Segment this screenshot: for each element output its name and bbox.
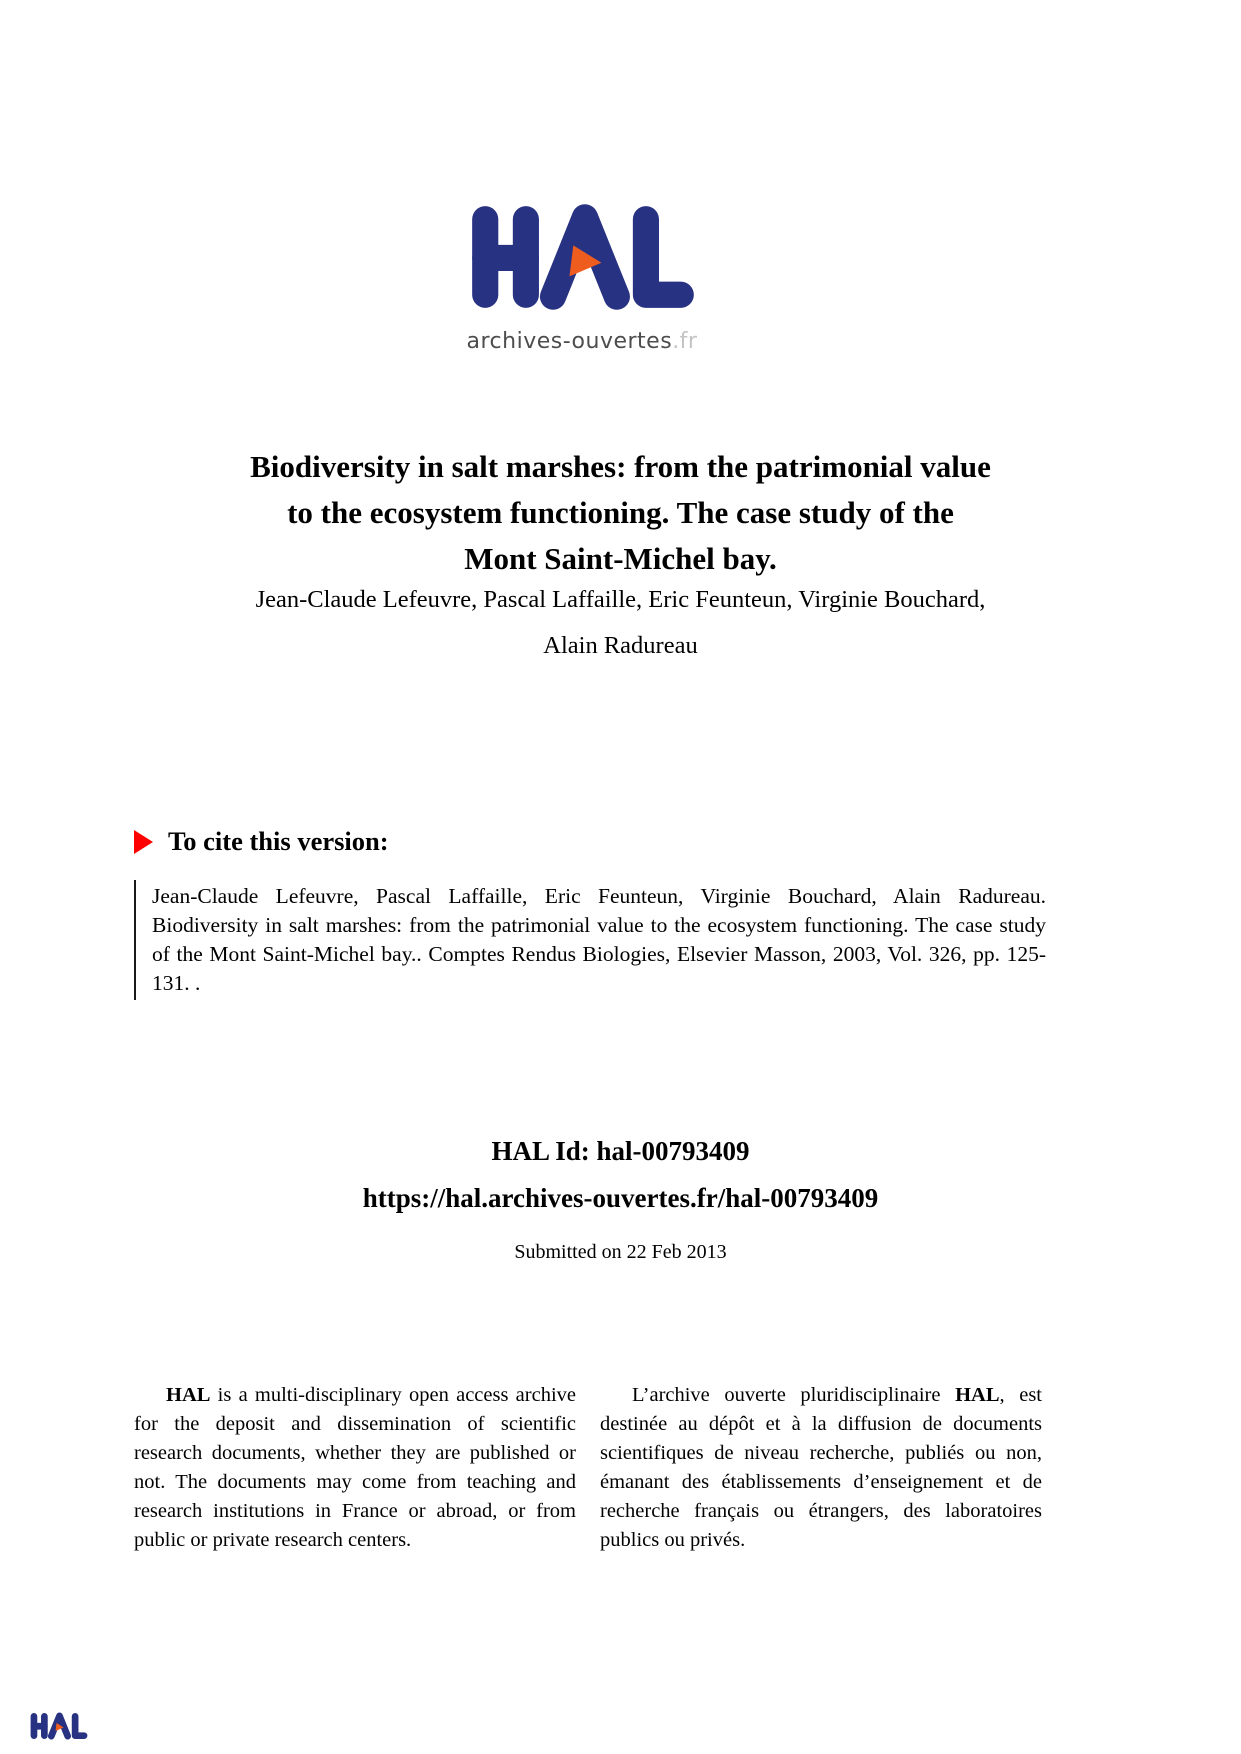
tagline-main: archives-ouvertes (466, 329, 673, 354)
authors-line: Jean-Claude Lefeuvre, Pascal Laffaille, Eric Feunteun, Virginie Bouchard, (255, 586, 986, 613)
hal-url-link[interactable]: https://hal.archives-ouvertes.fr/hal-00793409 (362, 1183, 879, 1213)
about-french (600, 1381, 1042, 1555)
hal-logo-tagline (448, 329, 716, 354)
submitted-date: Submitted on 22 Feb 2013 (514, 1241, 727, 1263)
authors (80, 577, 1161, 669)
citation-block: Jean-Claude Lefeuvre, Pascal Laffaille, Eric Feunteun, Virginie Bouchard, Alain Radureau. Biodiversity in salt marshes: from the patrimonial value to the ecosystem functioning. The case study of the Mont Saint-Michel bay.. Comptes Rendus Biologies, Elsevier Masson, 2003, Vol. 326, pp. 125-131. . (134, 880, 1046, 1000)
about-french-before: L’archive ouverte pluridisciplinaire (632, 1384, 941, 1406)
hal-id-block (80, 1136, 1161, 1264)
title-line: Biodiversity in salt marshes: from the patrimonial value (250, 449, 991, 484)
about-french-after: , est destinée au dépôt et à la diffusion de documents scientifiques de niveau recherche, publiés ou non, émanant des établissements d’enseignement et de recherche français ou étrangers, des laboratoires publics ou privés. (600, 1384, 1042, 1551)
tagline-suffix: .fr (672, 329, 698, 354)
cite-heading (134, 826, 389, 857)
about-french-lead: HAL (955, 1384, 1000, 1406)
hal-logo-icon (462, 202, 704, 312)
hal-id-label: HAL Id: hal-00793409 (491, 1136, 750, 1166)
about-english-lead: HAL (166, 1384, 211, 1406)
authors-line: Alain Radureau (543, 632, 698, 659)
about-english-text: is a multi-disciplinary open access archive for the deposit and dissemination of scientific research documents, whether they are published or not. The documents may come from teaching and research institutions in France or abroad, or from public or private research centers. (134, 1384, 577, 1551)
about-english (134, 1381, 576, 1555)
cite-heading-label: To cite this version: (168, 826, 389, 856)
hal-mini-logo-icon (28, 1712, 90, 1740)
title-line: to the ecosystem functioning. The case study of the (287, 495, 954, 530)
about-section (134, 1381, 1042, 1555)
title-line: Mont Saint-Michel bay. (464, 541, 777, 576)
red-triangle-icon (134, 830, 153, 854)
paper-title (80, 444, 1161, 582)
